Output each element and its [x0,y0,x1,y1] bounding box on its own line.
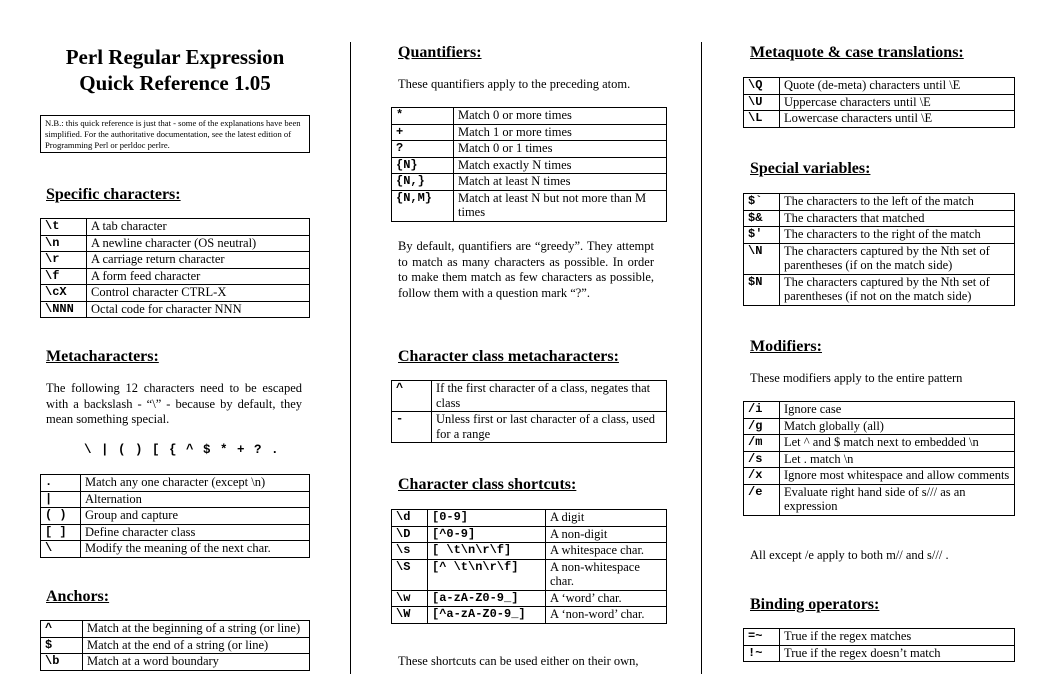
binding-op-description: True if the regex matches [780,629,1015,646]
specific-char-token: \r [41,252,87,269]
metachar-token: [ ] [41,524,81,541]
anchor-description: Match at a word boundary [83,654,310,671]
quantifiers-table [391,107,667,222]
metaquote-row [744,94,1015,111]
metaquote-description: Uppercase characters until \E [780,94,1015,111]
class-shortcut-row [392,607,667,624]
modifier-token: /m [744,435,780,452]
metachar-row [41,541,310,558]
modifier-description: Let ^ and $ match next to embedded \n [780,435,1015,452]
class-metachar-description: If the first character of a class, negates that class [432,381,667,412]
class-shortcut-description: A ‘non-word’ char. [546,607,667,624]
class-shortcut-description: A non-digit [546,526,667,543]
specific-char-token: \t [41,219,87,236]
special-variables-heading: Special variables: [750,160,871,177]
modifiers-note: All except /e apply to both m// and s/// . [750,548,949,562]
special-var-description: The characters that matched [780,210,1015,227]
modifier-token: /s [744,451,780,468]
modifier-description: Evaluate right hand side of s/// as an expression [780,484,1015,515]
class-shortcut-token: \S [392,559,428,590]
metachar-token: . [41,475,81,492]
metacharacters-heading: Metacharacters: [46,348,159,365]
metaquote-token: \U [744,94,780,111]
character-class-metacharacters-table [391,380,667,443]
modifier-token: /g [744,418,780,435]
binding-op-description: True if the regex doesn’t match [780,645,1015,662]
special-var-token: $N [744,274,780,305]
specific-char-row [41,301,310,318]
column-divider-1 [350,42,351,674]
metacharacters-intro: The following 12 characters need to be escaped with a backslash - “\” - because by default, they mean something special. [46,381,302,427]
modifier-token: /x [744,468,780,485]
quantifier-description: Match at least N times [454,174,667,191]
special-var-token: $` [744,194,780,211]
class-shortcut-description: A ‘word’ char. [546,590,667,607]
character-class-shortcuts-table [391,509,667,624]
metachar-row [41,508,310,525]
metachar-row [41,491,310,508]
quantifier-description: Match 0 or 1 times [454,141,667,158]
anchor-token: ^ [41,621,83,638]
quantifier-row [392,190,667,221]
metachar-description: Alternation [81,491,310,508]
class-shortcut-token: \W [392,607,428,624]
binding-op-token: =~ [744,629,780,646]
metachar-description: Modify the meaning of the next char. [81,541,310,558]
modifier-row [744,451,1015,468]
class-shortcut-row [392,526,667,543]
character-class-shortcuts-heading: Character class shortcuts: [398,476,577,493]
binding-op-token: !~ [744,645,780,662]
class-shortcut-description: A digit [546,510,667,527]
modifier-row [744,402,1015,419]
specific-char-token: \cX [41,285,87,302]
anchor-row [41,637,310,654]
specific-char-description: Control character CTRL-X [87,285,310,302]
modifier-row [744,468,1015,485]
specific-char-row [41,252,310,269]
anchors-table [40,620,310,671]
class-shortcut-row [392,543,667,560]
modifier-row [744,435,1015,452]
quantifier-description: Match 0 or more times [454,108,667,125]
quantifiers-heading: Quantifiers: [398,44,482,61]
special-var-token: \N [744,243,780,274]
quantifier-description: Match 1 or more times [454,124,667,141]
specific-characters-heading: Specific characters: [46,186,181,203]
special-variables-table [743,193,1015,306]
specific-char-row [41,268,310,285]
special-var-description: The characters captured by the Nth set of parentheses (if not on the match side) [780,274,1015,305]
character-class-metacharacters-heading: Character class metacharacters: [398,348,619,365]
anchors-heading: Anchors: [46,588,110,605]
metaquote-row [744,78,1015,95]
class-shortcut-class: [a-zA-Z0-9_] [428,590,546,607]
class-shortcut-class: [ \t\n\r\f] [428,543,546,560]
special-var-description: The characters to the right of the match [780,227,1015,244]
class-shortcut-token: \D [392,526,428,543]
class-metachar-row [392,381,667,412]
specific-char-description: A form feed character [87,268,310,285]
quantifier-token: {N} [392,157,454,174]
specific-characters-table [40,218,310,318]
special-var-row [744,210,1015,227]
modifiers-table [743,401,1015,516]
metaquote-token: \Q [744,78,780,95]
metachar-description: Match any one character (except \n) [81,475,310,492]
anchor-description: Match at the beginning of a string (or line) [83,621,310,638]
metacharacter-list: \ | ( ) [ { ^ $ * + ? . [84,443,280,457]
modifier-token: /e [744,484,780,515]
special-var-row [744,243,1015,274]
specific-char-row [41,285,310,302]
metachar-description: Define character class [81,524,310,541]
class-shortcut-token: \d [392,510,428,527]
specific-char-row [41,219,310,236]
class-shortcut-class: [^a-zA-Z0-9_] [428,607,546,624]
class-metachar-token: - [392,412,432,443]
anchor-row [41,654,310,671]
quantifier-token: + [392,124,454,141]
modifier-description: Ignore case [780,402,1015,419]
special-var-description: The characters to the left of the match [780,194,1015,211]
class-shortcut-row [392,510,667,527]
quantifier-row [392,124,667,141]
class-shortcut-description: A non-whitespace char. [546,559,667,590]
special-var-token: $' [744,227,780,244]
quantifier-token: {N,M} [392,190,454,221]
anchor-token: $ [41,637,83,654]
modifier-description: Match globally (all) [780,418,1015,435]
binding-op-row [744,629,1015,646]
class-metachar-description: Unless first or last character of a class, used for a range [432,412,667,443]
nb-note: N.B.: this quick reference is just that - some of the explanations have been simplified. For the authoritative documentation, see the latest edition of Programming Perl or perldoc perlre. [40,115,310,153]
special-var-row [744,227,1015,244]
modifier-description: Let . match \n [780,451,1015,468]
specific-char-token: \NNN [41,301,87,318]
modifier-row [744,484,1015,515]
metachar-row [41,475,310,492]
metaquote-description: Lowercase characters until \E [780,111,1015,128]
class-shortcut-class: [^ \t\n\r\f] [428,559,546,590]
modifiers-intro: These modifiers apply to the entire pattern [750,371,963,385]
special-var-token: $& [744,210,780,227]
class-metachar-row [392,412,667,443]
anchor-description: Match at the end of a string (or line) [83,637,310,654]
column-divider-2 [701,42,702,674]
title-line-1: Perl Regular Expression [65,45,285,69]
page-title [40,44,310,96]
binding-operators-heading: Binding operators: [750,596,880,613]
quantifier-row [392,174,667,191]
metachar-row [41,524,310,541]
special-var-description: The characters captured by the Nth set of parentheses (if on the match side) [780,243,1015,274]
metachar-description: Group and capture [81,508,310,525]
metachar-token: \ [41,541,81,558]
specific-char-description: Octal code for character NNN [87,301,310,318]
special-var-row [744,194,1015,211]
specific-char-token: \f [41,268,87,285]
title-line-2: Quick Reference 1.05 [79,71,271,95]
class-shortcut-description: A whitespace char. [546,543,667,560]
quantifier-description: Match exactly N times [454,157,667,174]
quantifier-row [392,141,667,158]
specific-char-row [41,235,310,252]
metachar-token: | [41,491,81,508]
metaquote-table [743,77,1015,128]
specific-char-token: \n [41,235,87,252]
specific-char-description: A newline character (OS neutral) [87,235,310,252]
class-metachar-token: ^ [392,381,432,412]
quantifiers-intro: These quantifiers apply to the preceding atom. [398,77,631,91]
greedy-note: By default, quantifiers are “greedy”. They attempt to match as many characters as possible. In order to make them match as few characters as possible, follow them with a question mark “?”. [398,239,654,301]
quantifier-token: * [392,108,454,125]
modifier-row [744,418,1015,435]
class-shortcut-row [392,590,667,607]
quantifier-token: {N,} [392,174,454,191]
binding-operators-table [743,628,1015,662]
quantifier-row [392,157,667,174]
modifier-token: /i [744,402,780,419]
metacharacters-table [40,474,310,558]
binding-op-row [744,645,1015,662]
class-shortcut-token: \s [392,543,428,560]
class-shortcut-row [392,559,667,590]
specific-char-description: A tab character [87,219,310,236]
metaquote-description: Quote (de-meta) characters until \E [780,78,1015,95]
metaquote-row [744,111,1015,128]
metachar-token: ( ) [41,508,81,525]
metaquote-token: \L [744,111,780,128]
quantifier-token: ? [392,141,454,158]
shortcuts-footer: These shortcuts can be used either on their own, [398,654,639,668]
modifiers-heading: Modifiers: [750,338,822,355]
quantifier-row [392,108,667,125]
modifier-description: Ignore most whitespace and allow comments [780,468,1015,485]
specific-char-description: A carriage return character [87,252,310,269]
anchor-row [41,621,310,638]
metaquote-heading: Metaquote & case translations: [750,44,964,61]
anchor-token: \b [41,654,83,671]
class-shortcut-class: [0-9] [428,510,546,527]
special-var-row [744,274,1015,305]
class-shortcut-token: \w [392,590,428,607]
quantifier-description: Match at least N but not more than M times [454,190,667,221]
class-shortcut-class: [^0-9] [428,526,546,543]
